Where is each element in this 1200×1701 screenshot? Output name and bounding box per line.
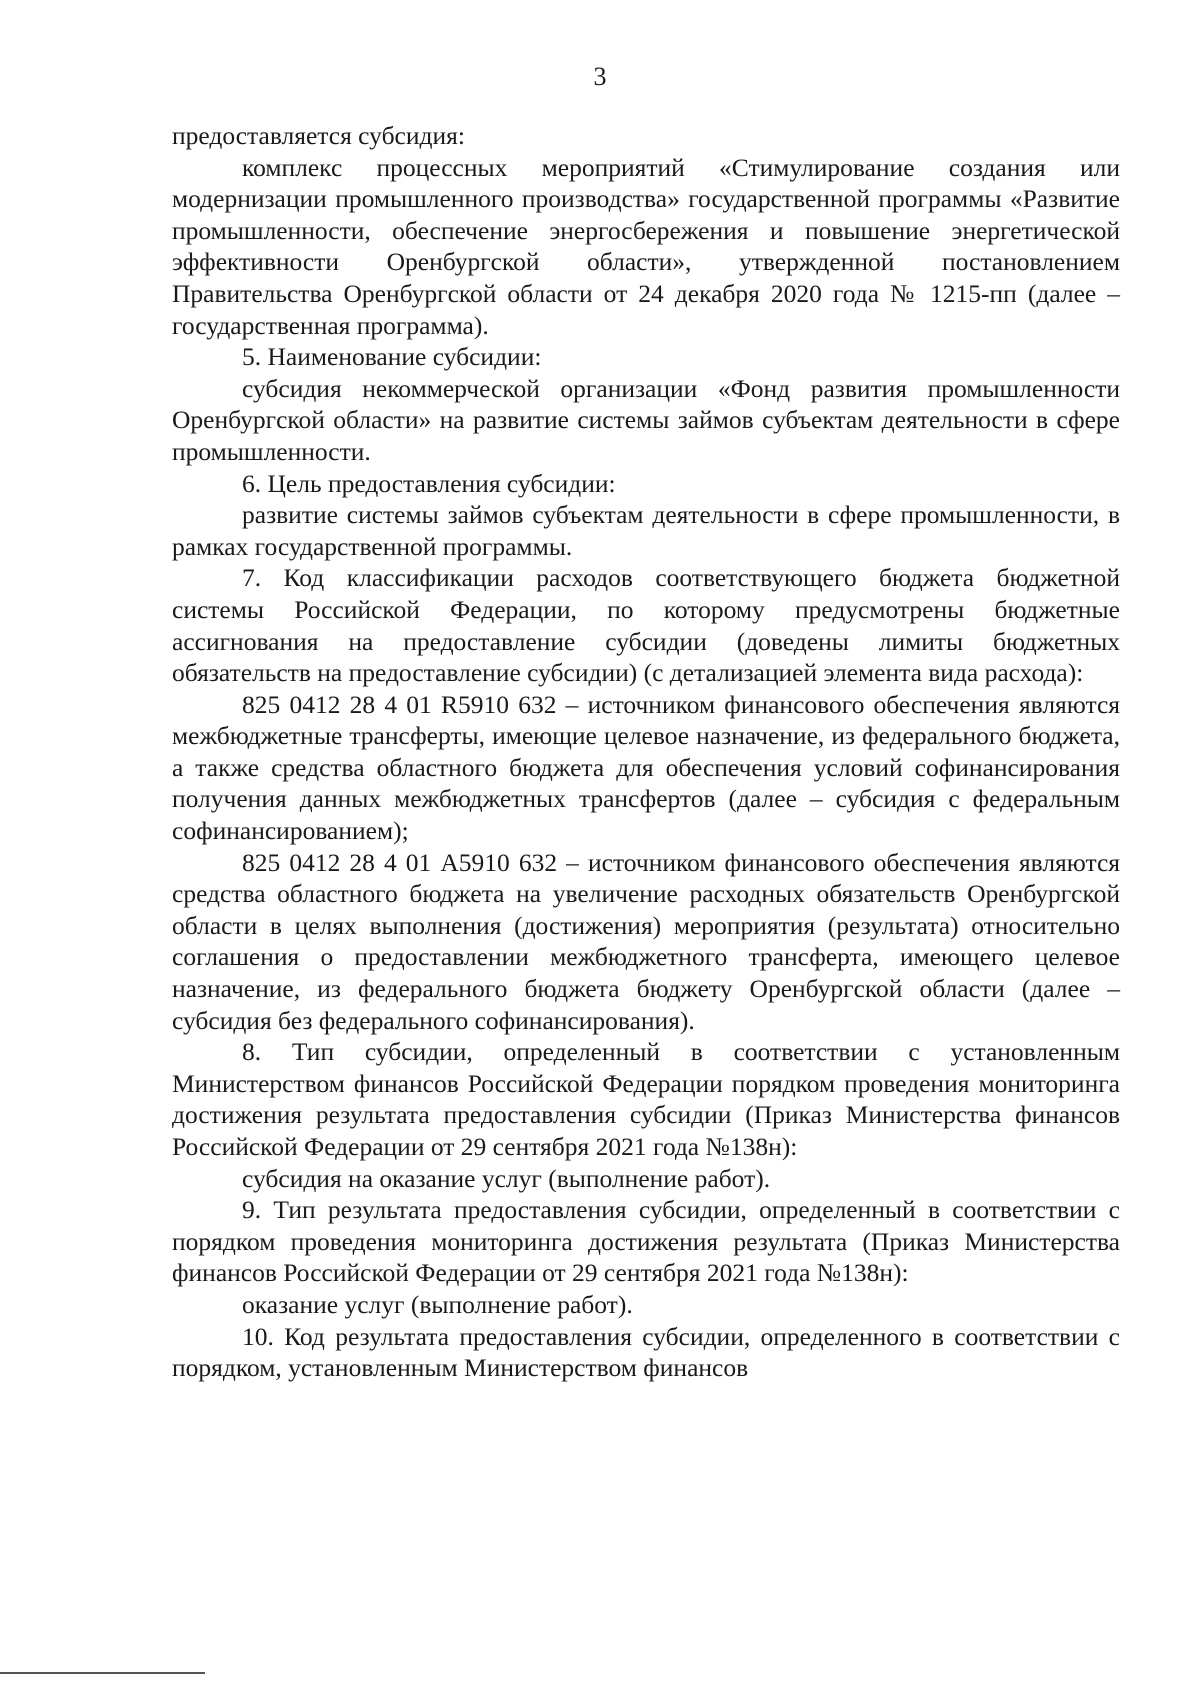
paragraph-subsidy-goal: развитие системы займов субъектам деятельности в сфере промышленности, в рамках государственной программы. [172, 500, 1120, 561]
paragraph-result-code-heading: 10. Код результата предоставления субсидии, определенного в соответствии с порядком, установленным Министерством финансов [172, 1321, 1120, 1383]
paragraph-expense-code-heading: 7. Код классификации расходов соответствующего бюджета бюджетной системы Российской Федерации, по которому предусмотрены бюджетные ассигнования на предоставление субсидии (доведены лимиты бюджетных обязательств на предоставление субсидии) (с детализацией элемента вида расхода): [172, 563, 1120, 688]
footnote-divider [0, 1672, 205, 1674]
paragraph-subsidy-name: субсидия некоммерческой организации «Фонд развития промышленности Оренбургской области» на развитие системы займов субъектам деятельности в сфере промышленности. [172, 373, 1120, 466]
paragraph-subsidy-type: субсидия на оказание услуг (выполнение работ). [242, 1163, 771, 1193]
paragraph-subsidy-provided: предоставляется субсидия: [172, 121, 465, 150]
paragraph-result-type: оказание услуг (выполнение работ). [242, 1289, 633, 1319]
paragraph-expense-code-federal: 825 0412 28 4 01 R5910 632 – источником финансового обеспечения являются межбюджетные трансферты, имеющие целевое назначение, из федерального бюджета, а также средства областного бюджета для обеспечения условий софинансирования получения данных межбюджетных трансфертов (далее – субсидия с федеральным софинансированием); [172, 689, 1120, 846]
page-number: 3 [593, 62, 607, 91]
paragraph-process-measures: комплекс процессных мероприятий «Стимулирование создания или модернизации промышленного производства» государственной программы «Развитие промышленности, обеспечение энергосбережения и повышение энергетической эффективности Оренбургской области», утвержденной постановлением Правительства Оренбургской области от 24 декабря 2020 года № 1215-пп (далее – государственная программа). [172, 152, 1120, 340]
paragraph-result-type-heading: 9. Тип результата предоставления субсидии, определенный в соответствии с порядком проведения мониторинга достижения результата (Приказ Министерства финансов Российской Федерации от 29 сентября 2021 года №138н): [172, 1195, 1120, 1288]
document-body [172, 120, 1120, 1384]
paragraph-subsidy-name-heading: 5. Наименование субсидии: [242, 342, 542, 372]
paragraph-expense-code-regional: 825 0412 28 4 01 А5910 632 – источником финансового обеспечения являются средства областного бюджета на увеличение расходных обязательств Оренбургской области в целях выполнения (достижения) мероприятия (результата) относительно соглашения о предоставлении межбюджетного трансферта, имеющего целевое назначение, из федерального бюджета бюджету Оренбургской области (далее – субсидия без федерального софинансирования). [172, 847, 1120, 1035]
paragraph-subsidy-goal-heading: 6. Цель предоставления субсидии: [242, 468, 616, 498]
paragraph-subsidy-type-heading: 8. Тип субсидии, определенный в соответствии с установленным Министерством финансов Российской Федерации порядком проведения мониторинга достижения результата предоставления субсидии (Приказ Министерства финансов Российской Федерации от 29 сентября 2021 года №138н): [172, 1037, 1120, 1161]
